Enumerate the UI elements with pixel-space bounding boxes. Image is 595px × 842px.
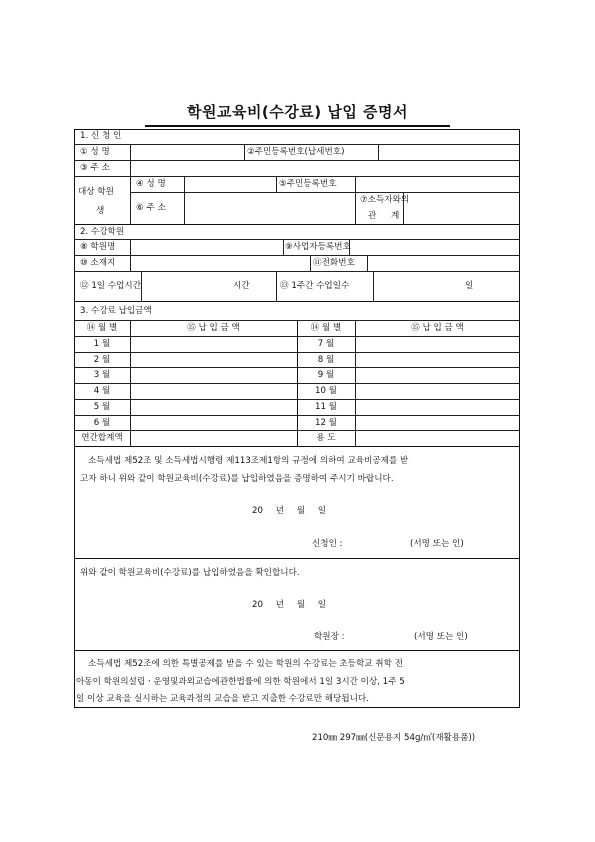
divider	[130, 176, 131, 224]
note-line2: 아동이 학원의설립ㆍ운영및과외교습에관한법률에 의한 학원에서 1일 3시간 이상, 1주 5	[76, 677, 405, 687]
month-label-left: 4 월	[93, 386, 111, 397]
amount-field-left[interactable]	[134, 355, 292, 365]
applicant-name-label: ① 성 명	[80, 147, 110, 157]
director-date: 20 년 월 일	[252, 600, 327, 610]
applicant-address-label: ③ 주 소	[80, 163, 110, 173]
amount-field-right[interactable]	[359, 418, 515, 428]
student-name-field[interactable]	[188, 180, 272, 190]
divider	[74, 176, 520, 177]
relation-label-2: 관 계	[368, 211, 406, 221]
divider	[74, 446, 520, 447]
director-signer-label: 학원장 :	[314, 632, 345, 642]
school-name-field[interactable]	[134, 243, 279, 253]
applicant-date: 20 년 월 일	[252, 506, 327, 516]
applicant-rrn-label: ②주민등록번호(납세번호)	[247, 147, 345, 157]
divider	[276, 176, 277, 192]
amount-field-right[interactable]	[359, 433, 515, 443]
hours-unit: 시간	[233, 281, 250, 291]
amount-field-right[interactable]	[359, 370, 515, 380]
director-signature-field[interactable]	[362, 631, 406, 643]
divider	[184, 176, 185, 224]
section3-heading: 3. 수강료 납입금액	[80, 306, 152, 316]
month-label-right: 7 월	[317, 339, 335, 349]
section1-heading: 1. 신 청 인	[80, 131, 122, 141]
divider	[74, 650, 520, 651]
director-statement: 위와 같이 학원교육비(수강료)를 납입하였음을 확인합니다.	[80, 568, 300, 578]
business-number-field[interactable]	[353, 243, 515, 253]
daily-hours-field[interactable]	[145, 282, 225, 292]
divider	[74, 383, 520, 384]
divider	[74, 239, 520, 240]
note-line3: 일 이상 교육을 실시하는 교육과정의 교습을 받고 지출한 수강료만 해당됩니다.	[76, 694, 369, 704]
paper-spec-footer: 210㎜ 297㎜(신문용지 54g/㎡(재활용품))	[312, 733, 476, 743]
month-label-right: 11 월	[315, 401, 337, 412]
amount-header-right: ⑮ 납 입 금 액	[411, 323, 464, 333]
divider	[74, 301, 520, 302]
month-header-left: ⑭ 월 별	[86, 323, 118, 333]
form-title: 학원교육비(수강료) 납입 증명서	[145, 101, 450, 127]
relation-field[interactable]	[407, 204, 515, 214]
divider	[74, 430, 520, 431]
location-label: ⑩ 소재지	[80, 258, 116, 268]
divider	[367, 255, 368, 271]
divider	[74, 352, 520, 353]
month-header-right: ⑭ 월 별	[310, 323, 342, 333]
student-rrn-field[interactable]	[359, 180, 515, 190]
applicant-rrn-field[interactable]	[381, 148, 515, 158]
divider	[74, 367, 520, 368]
divider	[373, 271, 374, 301]
amount-field-left[interactable]	[134, 339, 292, 349]
amount-field-right[interactable]	[359, 402, 515, 412]
amount-field-left[interactable]	[134, 386, 292, 396]
amount-field-right[interactable]	[359, 386, 515, 396]
month-label-right: 8 월	[317, 354, 335, 365]
applicant-signature-field[interactable]	[356, 538, 402, 550]
divider	[355, 176, 356, 192]
director-sign-hint: (서명 또는 인)	[414, 632, 468, 642]
month-label-left: 3 월	[93, 370, 111, 381]
divider	[130, 192, 520, 193]
weekly-days-label: ⑬ 1주간 수업일수	[280, 281, 350, 291]
business-number-label: ⑨사업자등록번호	[285, 242, 351, 252]
student-address-field[interactable]	[188, 204, 350, 214]
student-name-label: ④ 성 명	[136, 179, 166, 189]
target-student-label: 대상 학원	[78, 187, 114, 197]
divider	[310, 255, 311, 271]
amount-field-left[interactable]	[134, 370, 292, 380]
days-unit: 일	[465, 281, 474, 291]
student-address-label: ⑥ 주 소	[136, 203, 166, 213]
month-label-right: 용 도	[316, 433, 336, 444]
divider	[74, 224, 520, 225]
applicant-statement-line2: 고자 하니 위와 같이 학원교육비(수강료)를 납입하였음을 증명하여 주시기 바랍니다.	[80, 474, 394, 484]
phone-field[interactable]	[371, 259, 515, 269]
divider	[74, 399, 520, 400]
location-field[interactable]	[134, 259, 306, 269]
month-label-left: 연간합계액	[81, 433, 123, 444]
daily-hours-label: ⑫ 1일 수업시간	[80, 281, 142, 291]
divider	[130, 144, 131, 160]
divider	[74, 558, 520, 559]
month-label-left: 6 월	[93, 417, 111, 428]
note-line1: 소득세법 제52조에 의한 특별공제를 받을 수 있는 학원의 수강료는 초등학교 취학 전	[88, 659, 403, 669]
month-label-right: 10 월	[315, 386, 337, 397]
divider	[74, 415, 520, 416]
amount-field-left[interactable]	[134, 402, 292, 412]
target-student-label-2: 생	[96, 206, 105, 216]
divider	[355, 192, 356, 224]
relation-label: ⑦소득자와의	[360, 195, 410, 205]
applicant-sign-hint: (서명 또는 인)	[410, 539, 464, 549]
divider	[141, 271, 142, 301]
weekly-days-field[interactable]	[377, 282, 457, 292]
month-label-left: 2 월	[93, 354, 111, 365]
phone-label: ⑪전화번호	[313, 258, 355, 268]
amount-field-left[interactable]	[134, 433, 292, 443]
divider	[74, 144, 520, 145]
divider	[276, 271, 277, 301]
divider	[378, 144, 379, 160]
applicant-name-field[interactable]	[134, 148, 240, 158]
amount-field-left[interactable]	[134, 418, 292, 428]
amount-header-left: ⑮ 납 입 금 액	[187, 323, 240, 333]
month-label-left: 1 월	[93, 339, 111, 349]
applicant-address-field[interactable]	[134, 164, 514, 174]
divider	[74, 255, 520, 256]
applicant-signer-label: 신청인 :	[312, 539, 343, 549]
divider	[130, 160, 131, 176]
divider	[283, 239, 284, 255]
applicant-statement-line1: 소득세법 제52조 및 소득세법시행령 제113조제1항의 규정에 의하여 교육비공제를 받	[88, 456, 409, 466]
divider	[74, 160, 520, 161]
school-name-label: ⑧ 학원명	[80, 242, 116, 252]
divider	[244, 144, 245, 160]
student-rrn-label: ⑤주민등록번호	[279, 179, 337, 189]
amount-field-right[interactable]	[359, 339, 515, 349]
divider	[74, 336, 520, 337]
month-label-right: 9 월	[317, 370, 335, 381]
amount-field-right[interactable]	[359, 355, 515, 365]
section2-heading: 2. 수강학원	[80, 227, 125, 237]
month-label-right: 12 월	[315, 417, 337, 428]
month-label-left: 5 월	[93, 401, 111, 412]
